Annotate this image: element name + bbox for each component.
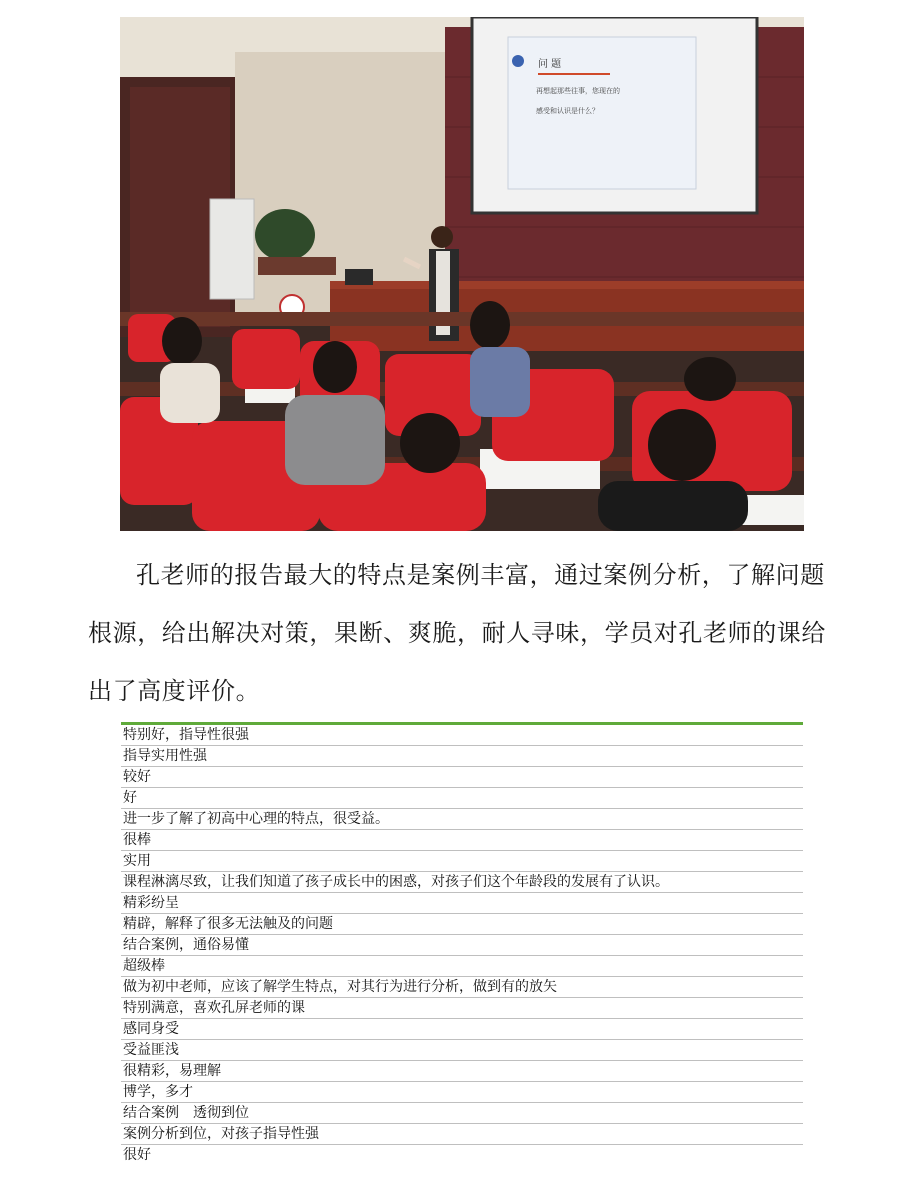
slide-text-line2: 感受和认识是什么？ — [536, 107, 599, 115]
table-row: 博学，多才 — [121, 1082, 803, 1103]
slide-text-line1: 再想起那些往事，您现在的 — [536, 87, 620, 95]
table-row: 案例分析到位，对孩子指导性强 — [121, 1124, 803, 1145]
lecture-photo — [120, 17, 804, 531]
table-row: 特别满意，喜欢孔屏老师的课 — [121, 998, 803, 1019]
table-row: 结合案例，通俗易懂 — [121, 935, 803, 956]
table-row: 很好 — [123, 1147, 151, 1163]
table-row: 结合案例 透彻到位 — [121, 1103, 803, 1124]
table-row: 精彩纷呈 — [121, 893, 803, 914]
table-row: 很精彩，易理解 — [121, 1061, 803, 1082]
table-row: 超级棒 — [121, 956, 803, 977]
lecture-scene — [120, 17, 804, 531]
table-row: 精辟，解释了很多无法触及的问题 — [121, 914, 803, 935]
table-row: 很棒 — [121, 830, 803, 851]
slide-title: 问 题 — [538, 59, 562, 70]
table-row: 课程淋漓尽致，让我们知道了孩子成长中的困惑，对孩子们这个年龄段的发展有了认识。 — [121, 872, 803, 893]
slide-logo-icon — [512, 55, 524, 67]
table-row: 指导实用性强 — [121, 746, 803, 767]
table-row: 受益匪浅 — [121, 1040, 803, 1061]
table-row: 感同身受 — [121, 1019, 803, 1040]
table-row: 较好 — [121, 767, 803, 788]
table-row: 进一步了解了初高中心理的特点，很受益。 — [121, 809, 803, 830]
table-row: 特别好，指导性很强 — [121, 725, 803, 746]
table-row: 好 — [121, 788, 803, 809]
summary-paragraph: 孔老师的报告最大的特点是案例丰富，通过案例分析，了解问题根源，给出解决对策，果断、爽脆，耐人寻味，学员对孔老师的课给出了高度评价。 — [88, 561, 826, 705]
table-row: 实用 — [121, 851, 803, 872]
table-row: 做为初中老师，应该了解学生特点，对其行为进行分析，做到有的放矢 — [121, 977, 803, 998]
feedback-table — [121, 722, 803, 1166]
